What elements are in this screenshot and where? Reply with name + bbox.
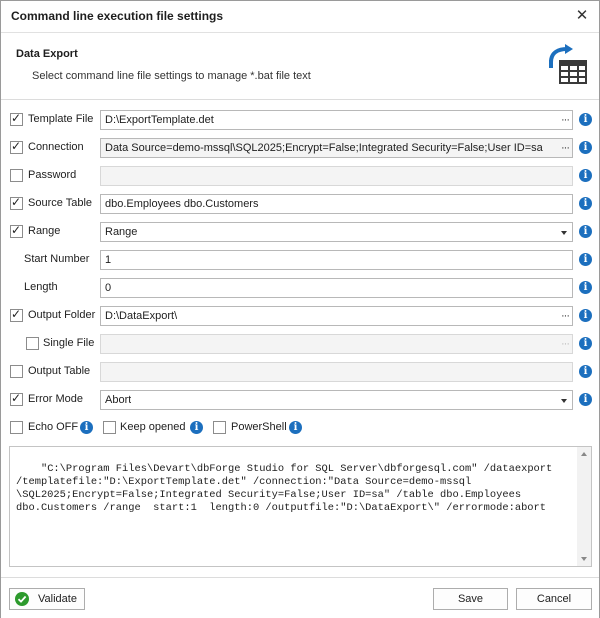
vertical-scrollbar[interactable] — [577, 447, 591, 566]
command-text-area[interactable] — [9, 446, 592, 567]
header-title: Data Export — [16, 48, 78, 60]
output-folder-input[interactable] — [100, 306, 573, 326]
row-single-file — [1, 333, 599, 355]
row-source-table — [1, 193, 599, 215]
validate-label: Validate — [38, 593, 77, 605]
connection-checkbox[interactable] — [10, 141, 23, 154]
footer — [1, 577, 599, 618]
chevron-down-icon — [561, 399, 567, 403]
info-icon[interactable]: i — [579, 309, 592, 322]
info-icon[interactable]: i — [579, 337, 592, 350]
row-output-table — [1, 361, 599, 383]
info-icon[interactable]: i — [579, 253, 592, 266]
scroll-up-icon[interactable] — [581, 452, 587, 456]
start-number-label: Start Number — [24, 253, 90, 265]
browse-folder-button[interactable]: ··· — [561, 310, 569, 322]
connection-input[interactable] — [100, 138, 573, 158]
check-circle-icon — [15, 592, 29, 606]
output-table-label: Output Table — [28, 365, 91, 377]
output-table-input[interactable] — [100, 362, 573, 382]
output-folder-label: Output Folder — [28, 309, 96, 321]
header-panel — [1, 32, 599, 100]
error-mode-select[interactable] — [100, 390, 573, 410]
validate-button[interactable] — [9, 588, 85, 610]
header-subtitle: Select command line file settings to manage *.bat file text — [32, 70, 311, 82]
source-table-label: Source Table — [28, 197, 93, 209]
info-icon[interactable]: i — [579, 169, 592, 182]
info-icon[interactable]: i — [579, 281, 592, 294]
browse-template-button[interactable]: ··· — [561, 114, 569, 126]
row-connection — [1, 137, 599, 159]
info-icon[interactable]: i — [579, 365, 592, 378]
single-file-checkbox[interactable] — [26, 337, 39, 350]
keep-opened-label: Keep opened — [120, 421, 186, 433]
browse-file-button[interactable]: ··· — [561, 338, 569, 350]
save-button[interactable]: Save — [433, 588, 508, 610]
export-table-icon — [545, 44, 589, 88]
info-icon[interactable]: i — [579, 197, 592, 210]
info-icon[interactable]: i — [579, 113, 592, 126]
range-value: Range — [105, 226, 138, 238]
command-text: "C:\Program Files\Devart\dbForge Studio for SQL Server\dbforgesql.com" /dataexport /templatefile:"D:\ExportTemplate.det" /connection:"Data Source=demo-mssql \SQL2025;Encrypt=False;Integrated Security=False;User ID=sa" /table dbo.Employees dbo.Customers /range start:1 length:0 /outputfile:"D:\DataExport\" /errormode:abort — [16, 463, 553, 514]
close-button[interactable]: ✕ — [575, 7, 589, 24]
info-icon[interactable]: i — [289, 421, 302, 434]
password-label: Password — [28, 169, 77, 181]
connection-label: Connection — [28, 141, 84, 153]
chevron-down-icon — [561, 231, 567, 235]
single-file-input[interactable] — [100, 334, 573, 354]
echo-off-label: Echo OFF — [28, 421, 79, 433]
info-icon[interactable]: i — [579, 393, 592, 406]
window-title: Command line execution file settings — [11, 9, 224, 23]
header-separator — [1, 99, 599, 100]
keep-opened-checkbox[interactable] — [103, 421, 116, 434]
range-label: Range — [28, 225, 61, 237]
row-password — [1, 165, 599, 187]
echo-off-checkbox[interactable] — [10, 421, 23, 434]
source-table-checkbox[interactable] — [10, 197, 23, 210]
powershell-checkbox[interactable] — [213, 421, 226, 434]
row-template-file — [1, 109, 599, 131]
row-length — [1, 277, 599, 299]
template-file-value: D:\ExportTemplate.det — [105, 114, 214, 126]
output-table-checkbox[interactable] — [10, 365, 23, 378]
browse-connection-button[interactable]: ··· — [561, 142, 569, 154]
password-checkbox[interactable] — [10, 169, 23, 182]
connection-value: Data Source=demo-mssql\SQL2025;Encrypt=False;Integrated Security=False;User ID=sa — [105, 142, 543, 154]
row-range — [1, 221, 599, 243]
start-number-input[interactable]: 1 — [100, 250, 573, 270]
row-error-mode — [1, 389, 599, 411]
length-input[interactable]: 0 — [100, 278, 573, 298]
output-folder-checkbox[interactable] — [10, 309, 23, 322]
scroll-down-icon[interactable] — [581, 557, 587, 561]
source-table-input[interactable]: dbo.Employees dbo.Customers — [100, 194, 573, 214]
cancel-button[interactable]: Cancel — [516, 588, 592, 610]
template-file-input[interactable] — [100, 110, 573, 130]
error-mode-value: Abort — [105, 394, 132, 406]
range-checkbox[interactable] — [10, 225, 23, 238]
error-mode-checkbox[interactable] — [10, 393, 23, 406]
template-file-checkbox[interactable] — [10, 113, 23, 126]
info-icon[interactable]: i — [190, 421, 203, 434]
range-select[interactable] — [100, 222, 573, 242]
title-bar — [1, 1, 599, 31]
error-mode-label: Error Mode — [28, 393, 84, 405]
row-options — [1, 417, 599, 439]
info-icon[interactable]: i — [80, 421, 93, 434]
template-file-label: Template File — [28, 113, 94, 125]
row-output-folder — [1, 305, 599, 327]
info-icon[interactable]: i — [579, 141, 592, 154]
info-icon[interactable]: i — [579, 225, 592, 238]
powershell-label: PowerShell — [231, 421, 287, 433]
row-start-number — [1, 249, 599, 271]
single-file-label: Single File — [43, 337, 95, 349]
length-label: Length — [24, 281, 58, 293]
output-folder-value: D:\DataExport\ — [105, 310, 178, 322]
password-input[interactable] — [100, 166, 573, 186]
